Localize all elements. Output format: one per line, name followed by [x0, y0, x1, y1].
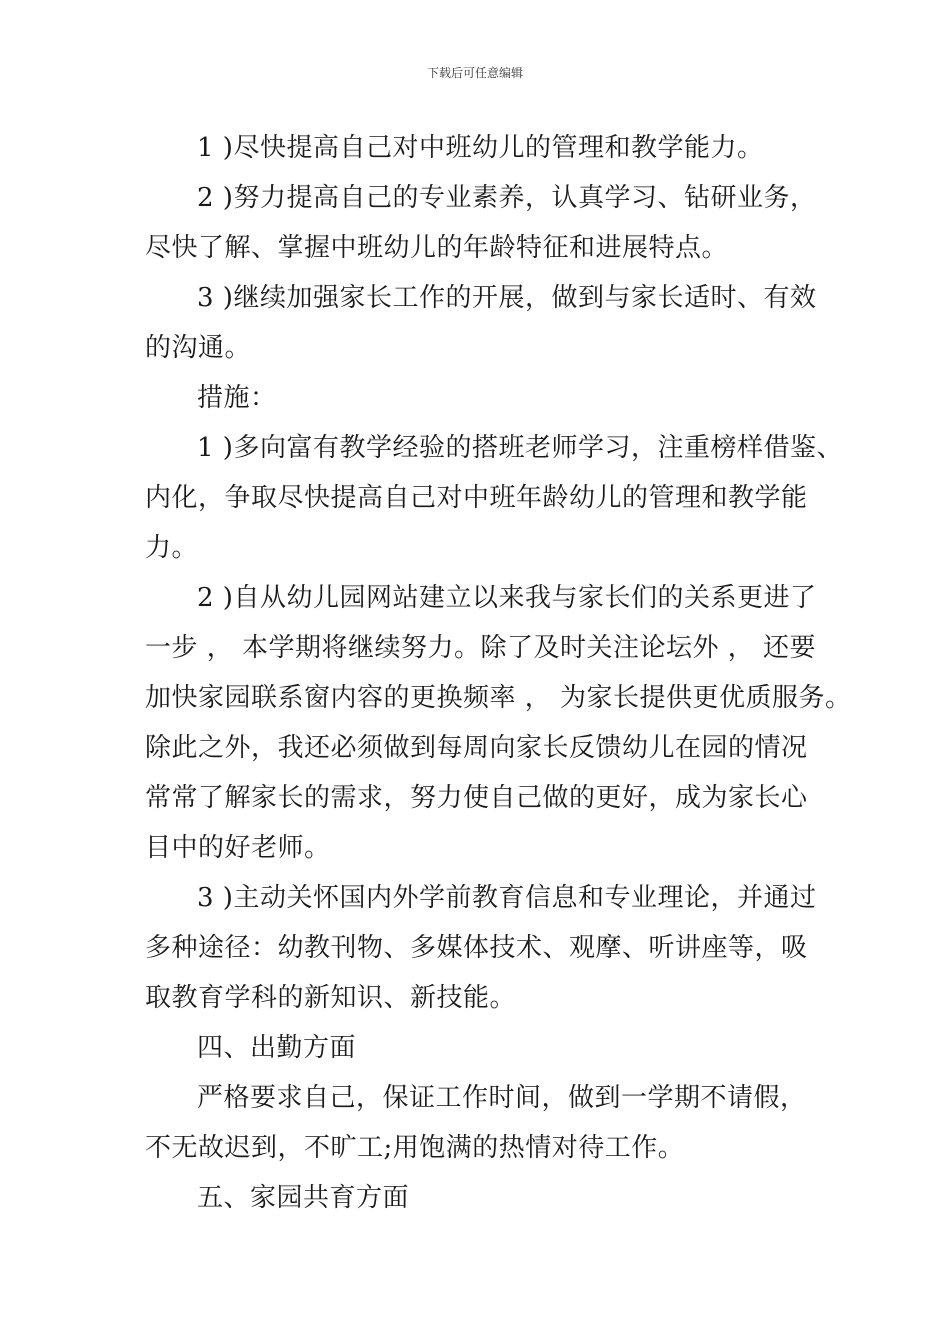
text-line: 多种途径：幼教刊物、多媒体技术、观摩、听讲座等，吸	[145, 933, 808, 963]
text-line: 加快家园联系窗内容的更换频率 ， 为家长提供更优质服务。	[145, 683, 852, 713]
paragraph-goal-1	[145, 123, 835, 173]
text-line: 1 )尽快提高自己对中班幼儿的管理和教学能力。	[197, 133, 764, 163]
page-header-note: 下载后可任意编辑	[426, 66, 523, 80]
text-line: 严格要求自己，保证工作时间，做到一学期不请假，	[197, 1083, 807, 1113]
paragraph-attendance	[145, 1073, 835, 1173]
text-line: 3 )主动关怀国内外学前教育信息和专业理论，并通过	[197, 883, 817, 913]
section-heading-attendance	[145, 1023, 835, 1073]
text-line: 常常了解家长的需求，努力使自己做的更好，成为家长心	[145, 783, 808, 813]
paragraph-measures-heading	[145, 373, 835, 423]
text-line: 五、家园共育方面	[197, 1183, 410, 1213]
text-line: 四、出勤方面	[197, 1033, 357, 1063]
text-line: 力。	[145, 533, 199, 563]
document-body	[145, 123, 852, 1223]
text-line: 除此之外，我还必须做到每周向家长反馈幼儿在园的情况	[145, 733, 808, 763]
text-line: 措施：	[197, 383, 277, 413]
text-line: 不无故迟到，不旷工;用饱满的热情对待工作。	[145, 1133, 685, 1163]
section-heading-home-school	[145, 1173, 835, 1223]
text-line: 目中的好老师。	[145, 833, 331, 863]
text-line: 1 )多向富有教学经验的搭班老师学习，注重榜样借鉴、	[197, 433, 843, 463]
text-line: 3 )继续加强家长工作的开展，做到与家长适时、有效	[197, 283, 817, 313]
text-line: 的沟通。	[145, 333, 252, 363]
paragraph-goal-3	[145, 273, 835, 373]
text-line: 内化，争取尽快提高自己对中班年龄幼儿的管理和教学能	[145, 483, 808, 513]
paragraph-measure-1	[145, 423, 843, 573]
text-line: 2 )自从幼儿园网站建立以来我与家长们的关系更进了	[197, 583, 817, 613]
text-line: 尽快了解、掌握中班幼儿的年龄特征和进展特点。	[145, 233, 729, 263]
text-line: 取教育学科的新知识、新技能。	[145, 983, 517, 1013]
paragraph-measure-2	[145, 573, 852, 873]
paragraph-goal-2	[145, 173, 835, 273]
paragraph-measure-3	[145, 873, 835, 1023]
text-line: 一步 ， 本学期将继续努力。除了及时关注论坛外 ， 还要	[145, 633, 817, 663]
text-line: 2 )努力提高自己的专业素养，认真学习、钻研业务，	[197, 183, 817, 213]
